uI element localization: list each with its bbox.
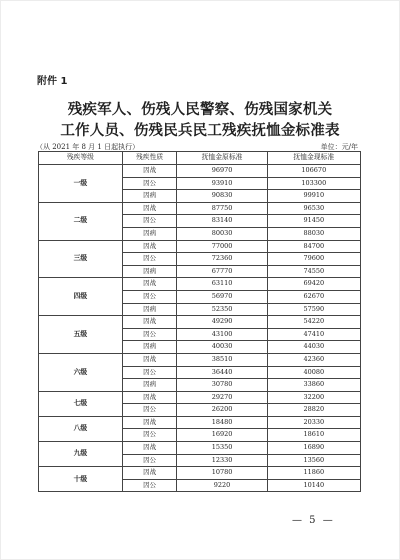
cell-original-standard: 40030 [177, 341, 267, 354]
cell-nature: 因公 [122, 366, 177, 379]
cell-nature: 因公 [122, 253, 177, 266]
table-row [39, 202, 361, 215]
cell-nature: 因战 [122, 353, 177, 366]
cell-current-standard: 18610 [267, 429, 360, 442]
cell-original-standard: 29270 [177, 391, 267, 404]
table-header-row [39, 152, 361, 165]
header-nature: 残疾性质 [122, 152, 177, 165]
cell-original-standard: 83140 [177, 215, 267, 228]
cell-current-standard: 42360 [267, 353, 360, 366]
attachment-label: 附件 1 [37, 76, 68, 87]
cell-nature: 因战 [122, 316, 177, 329]
cell-original-standard: 36440 [177, 366, 267, 379]
table-row [39, 165, 361, 178]
cell-original-standard: 63110 [177, 278, 267, 291]
cell-original-standard: 87750 [177, 202, 267, 215]
cell-nature: 因病 [122, 341, 177, 354]
cell-current-standard: 69420 [267, 278, 360, 291]
table-row [39, 353, 361, 366]
cell-current-standard: 54220 [267, 316, 360, 329]
cell-original-standard: 10780 [177, 467, 267, 480]
cell-current-standard: 74550 [267, 265, 360, 278]
cell-grade: 六级 [39, 353, 123, 391]
cell-nature: 因病 [122, 379, 177, 392]
cell-grade: 四级 [39, 278, 123, 316]
cell-nature: 因病 [122, 303, 177, 316]
cell-original-standard: 9220 [177, 479, 267, 492]
cell-nature: 因公 [122, 404, 177, 417]
cell-nature: 因公 [122, 290, 177, 303]
cell-nature: 因战 [122, 467, 177, 480]
cell-nature: 因公 [122, 328, 177, 341]
cell-nature: 因战 [122, 391, 177, 404]
cell-current-standard: 11860 [267, 467, 360, 480]
cell-original-standard: 77000 [177, 240, 267, 253]
unit-note: 单位：元/年 [320, 143, 358, 151]
cell-original-standard: 49290 [177, 316, 267, 329]
table-row [39, 391, 361, 404]
cell-original-standard: 43100 [177, 328, 267, 341]
pension-standard-table [38, 151, 361, 492]
cell-current-standard: 96530 [267, 202, 360, 215]
cell-original-standard: 26200 [177, 404, 267, 417]
cell-current-standard: 44030 [267, 341, 360, 354]
cell-current-standard: 16890 [267, 442, 360, 455]
cell-current-standard: 10140 [267, 479, 360, 492]
cell-current-standard: 33860 [267, 379, 360, 392]
cell-current-standard: 47410 [267, 328, 360, 341]
table-row [39, 316, 361, 329]
page-number: — 5 — [292, 515, 335, 526]
cell-nature: 因病 [122, 265, 177, 278]
table-row [39, 467, 361, 480]
cell-nature: 因战 [122, 165, 177, 178]
cell-nature: 因战 [122, 202, 177, 215]
cell-nature: 因公 [122, 215, 177, 228]
cell-current-standard: 40080 [267, 366, 360, 379]
table-row [39, 416, 361, 429]
cell-current-standard: 20330 [267, 416, 360, 429]
cell-nature: 因战 [122, 240, 177, 253]
cell-current-standard: 91450 [267, 215, 360, 228]
cell-original-standard: 52350 [177, 303, 267, 316]
cell-grade: 五级 [39, 316, 123, 354]
cell-current-standard: 28820 [267, 404, 360, 417]
cell-original-standard: 16920 [177, 429, 267, 442]
header-original-standard: 抚恤金原标准 [177, 152, 267, 165]
cell-nature: 因公 [122, 479, 177, 492]
cell-current-standard: 99910 [267, 190, 360, 203]
table-body [39, 165, 361, 492]
cell-current-standard: 62670 [267, 290, 360, 303]
cell-grade: 三级 [39, 240, 123, 278]
document-title-line1: 残疾军人、伤残人民警察、伤残国家机关 [67, 101, 333, 118]
cell-original-standard: 56970 [177, 290, 267, 303]
cell-original-standard: 93910 [177, 177, 267, 190]
cell-grade: 十级 [39, 467, 123, 492]
header-grade: 残疾等级 [39, 152, 123, 165]
cell-original-standard: 38510 [177, 353, 267, 366]
cell-grade: 八级 [39, 416, 123, 441]
cell-grade: 七级 [39, 391, 123, 416]
table-row [39, 240, 361, 253]
effective-date-note: （从 2021 年 8 月 1 日起执行） [36, 143, 140, 151]
cell-original-standard: 90830 [177, 190, 267, 203]
cell-nature: 因公 [122, 429, 177, 442]
cell-nature: 因战 [122, 278, 177, 291]
table-row [39, 278, 361, 291]
cell-current-standard: 13560 [267, 454, 360, 467]
cell-original-standard: 30780 [177, 379, 267, 392]
cell-current-standard: 84700 [267, 240, 360, 253]
cell-current-standard: 32200 [267, 391, 360, 404]
cell-grade: 二级 [39, 202, 123, 240]
cell-original-standard: 96970 [177, 165, 267, 178]
cell-grade: 一级 [39, 165, 123, 203]
cell-current-standard: 57590 [267, 303, 360, 316]
header-current-standard: 抚恤金现标准 [267, 152, 360, 165]
table-row [39, 442, 361, 455]
cell-current-standard: 79600 [267, 253, 360, 266]
cell-original-standard: 15350 [177, 442, 267, 455]
cell-nature: 因公 [122, 454, 177, 467]
cell-original-standard: 12330 [177, 454, 267, 467]
document-title-line2: 工作人员、伤残民兵民工残疾抚恤金标准表 [60, 122, 340, 139]
cell-original-standard: 72360 [177, 253, 267, 266]
cell-current-standard: 103300 [267, 177, 360, 190]
cell-nature: 因公 [122, 177, 177, 190]
cell-original-standard: 18480 [177, 416, 267, 429]
cell-nature: 因病 [122, 227, 177, 240]
cell-current-standard: 106670 [267, 165, 360, 178]
cell-nature: 因战 [122, 416, 177, 429]
cell-nature: 因病 [122, 190, 177, 203]
cell-grade: 九级 [39, 442, 123, 467]
cell-original-standard: 67770 [177, 265, 267, 278]
cell-current-standard: 88030 [267, 227, 360, 240]
cell-nature: 因战 [122, 442, 177, 455]
cell-original-standard: 80030 [177, 227, 267, 240]
